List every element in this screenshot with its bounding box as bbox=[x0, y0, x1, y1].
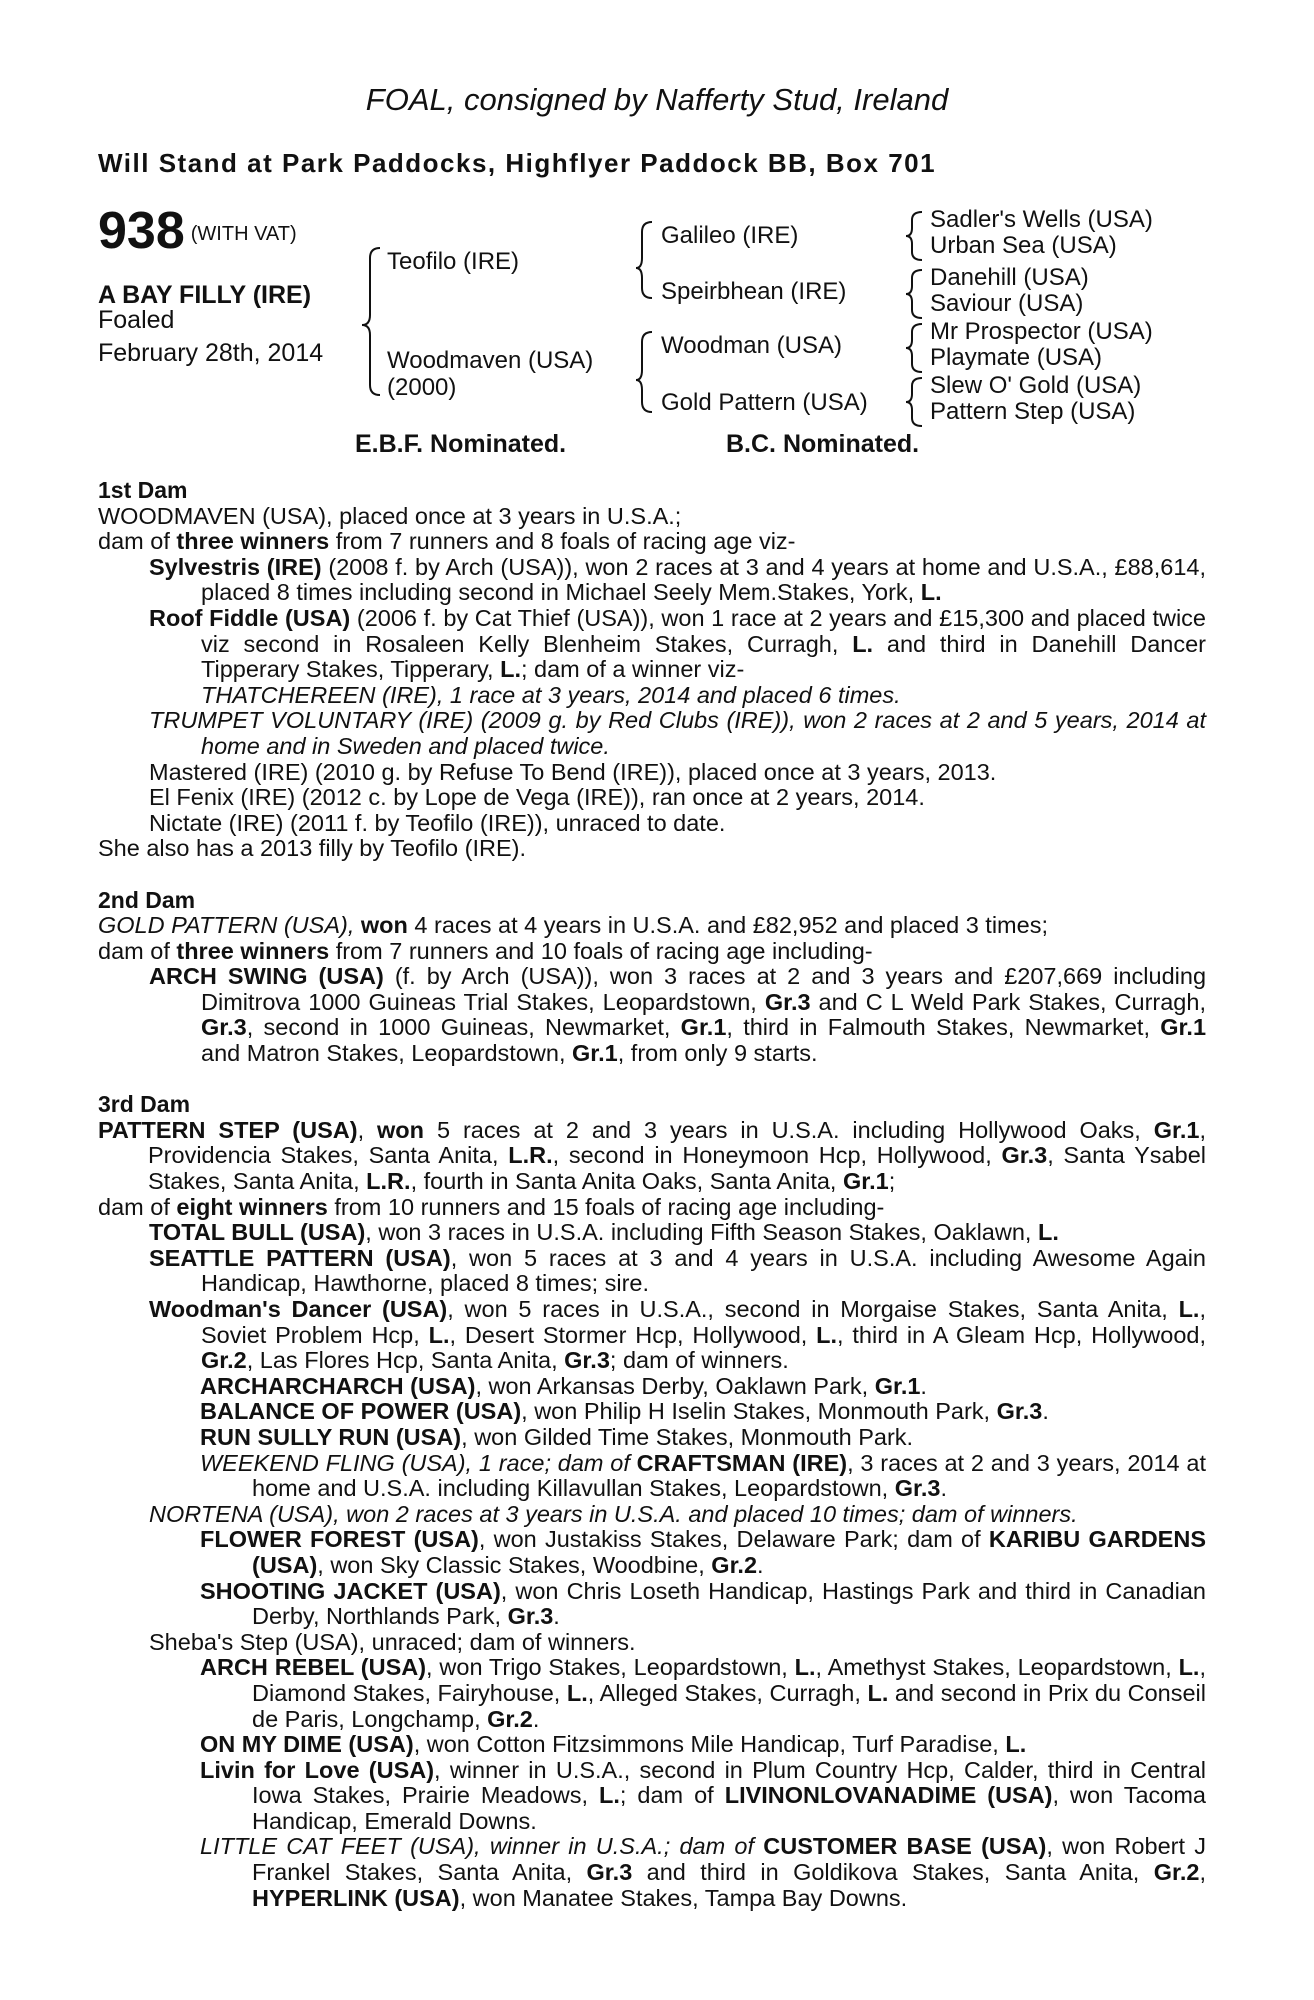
g3-4: Saviour (USA) bbox=[930, 290, 1084, 317]
second-dam-produce: dam of three winners from 7 runners and 10 foals of racing age including- bbox=[98, 937, 873, 964]
also-has: She also has a 2013 filly by Teofilo (IRE). bbox=[98, 835, 527, 862]
lot-number: 938 bbox=[98, 202, 185, 260]
nictate: Nictate (IRE) (2011 f. by Teofilo (IRE)), unraced to date. bbox=[149, 809, 726, 836]
g3-2: Urban Sea (USA) bbox=[930, 232, 1117, 259]
dam: Woodmaven (USA) bbox=[387, 347, 594, 374]
first-dam-line: WOODMAVEN (USA), placed once at 3 years in U.S.A.; bbox=[98, 502, 682, 529]
g3-1: Sadler's Wells (USA) bbox=[930, 206, 1153, 233]
sire-dam: Speirbhean (IRE) bbox=[661, 278, 847, 305]
brace-3 bbox=[636, 332, 652, 412]
g3-5: Mr Prospector (USA) bbox=[930, 318, 1153, 345]
brace-2 bbox=[636, 222, 652, 298]
shooting-jacket: SHOOTING JACKET (USA), won Chris Loseth Handicap, Hastings Park and third in Canadian Derby, Northlands Park, Gr.3. bbox=[200, 1577, 1206, 1630]
brace-5 bbox=[906, 270, 922, 318]
archarcharch: ARCHARCHARCH (USA), won Arkansas Derby, Oaklawn Park, Gr.1. bbox=[200, 1372, 927, 1399]
dam-dam: Gold Pattern (USA) bbox=[661, 389, 868, 416]
g3-8: Pattern Step (USA) bbox=[930, 398, 1136, 425]
balance-of-power: BALANCE OF POWER (USA), won Philip H Iselin Stakes, Monmouth Park, Gr.3. bbox=[200, 1398, 1049, 1425]
shebas-step: Sheba's Step (USA), unraced; dam of winners. bbox=[149, 1628, 636, 1655]
run-sully-run: RUN SULLY RUN (USA), won Gilded Time Stakes, Monmouth Park. bbox=[200, 1423, 914, 1450]
consignment-subtitle: FOAL, consigned by Nafferty Stud, Ireland bbox=[365, 82, 949, 117]
el-fenix: El Fenix (IRE) (2012 c. by Lope de Vega (IRE)), ran once at 2 years, 2014. bbox=[149, 784, 925, 811]
on-my-dime: ON MY DIME (USA), won Cotton Fitzsimmons Mile Handicap, Turf Paradise, L. bbox=[200, 1731, 1027, 1758]
sylvestris: Sylvestris (IRE) (2008 f. by Arch (USA)), won 2 races at 3 and 4 years at home and U.S.A., £88,614, placed 8 times including second in Michael Seely Mem.Stakes, York, L. bbox=[149, 553, 1207, 606]
bc-nominated: B.C. Nominated. bbox=[726, 430, 920, 458]
brace-1 bbox=[362, 248, 380, 395]
vat-note: (WITH VAT) bbox=[190, 223, 297, 246]
dam-year: (2000) bbox=[387, 374, 457, 401]
seattle-pattern: SEATTLE PATTERN (USA), won 5 races at 3 and 4 years in U.S.A. including Awesome Again Handicap, Hawthorne, placed 8 times; sire. bbox=[149, 1244, 1207, 1297]
g3-7: Slew O' Gold (USA) bbox=[930, 372, 1142, 399]
g3-3: Danehill (USA) bbox=[930, 264, 1089, 291]
weekend-fling: WEEKEND FLING (USA), 1 race; dam of CRAFTSMAN (IRE), 3 races at 2 and 3 years, 2014 at home and U.S.A. including Killavullan Stakes, Leopardstown, Gr.3. bbox=[200, 1449, 1207, 1502]
pattern-step: PATTERN STEP (USA), won 5 races at 2 and 3 years in U.S.A. including Hollywood Oaks, Gr.1, Providencia Stakes, Santa Anita, L.R., second in Honeymoon Hcp, Hollywood, Gr.3, Santa Ysabel Stakes, Santa Anita, L.R., fourth in Santa Anita Oaks, Santa Anita, Gr.1; bbox=[98, 1116, 1207, 1195]
brace-4 bbox=[906, 212, 922, 260]
woodmans-dancer: Woodman's Dancer (USA), won 5 races in U.S.A., second in Morgaise Stakes, Santa Anita, L., Soviet Problem Hcp, L., Desert Stormer Hcp, Hollywood, L., third in A Gleam Hcp, Hollywood, Gr.2, Las Flores Hcp, Santa Anita, Gr.3; dam of winners. bbox=[149, 1296, 1207, 1374]
foaled-label: Foaled bbox=[98, 306, 175, 334]
third-dam-produce: dam of eight winners from 10 runners and 15 foals of racing age including- bbox=[98, 1193, 885, 1220]
arch-rebel: ARCH REBEL (USA), won Trigo Stakes, Leopardstown, L., Amethyst Stakes, Leopardstown, L., Diamond Stakes, Fairyhouse, L., Alleged Stakes, Curragh, L. and second in Prix du Conseil de Paris, Longchamp, Gr.2. bbox=[200, 1654, 1206, 1732]
sire-sire: Galileo (IRE) bbox=[661, 222, 799, 249]
third-dam-heading: 3rd Dam bbox=[98, 1091, 191, 1118]
g3-6: Playmate (USA) bbox=[930, 344, 1103, 371]
dam-sire: Woodman (USA) bbox=[661, 332, 842, 359]
nortena: NORTENA (USA), won 2 races at 3 years in U.S.A. and placed 10 times; dam of winners. bbox=[149, 1500, 1078, 1527]
ebf-nominated: E.B.F. Nominated. bbox=[355, 430, 567, 458]
little-cat-feet: LITTLE CAT FEET (USA), winner in U.S.A.; dam of CUSTOMER BASE (USA), won Robert J Frankel Stakes, Santa Anita, Gr.3 and third in Goldikova Stakes, Santa Anita, Gr.2, HYPERLINK (USA), won Manatee Stakes, Tampa Bay Downs. bbox=[200, 1833, 1206, 1911]
total-bull: TOTAL BULL (USA), won 3 races in U.S.A. including Fifth Season Stakes, Oaklawn, L. bbox=[149, 1219, 1059, 1246]
brace-6 bbox=[906, 324, 922, 372]
sire: Teofilo (IRE) bbox=[387, 248, 520, 275]
second-dam-heading: 2nd Dam bbox=[98, 886, 196, 913]
first-dam-produce: dam of three winners from 7 runners and 8 foals of racing age viz- bbox=[98, 528, 796, 555]
mastered: Mastered (IRE) (2010 g. by Refuse To Bend (IRE)), placed once at 3 years, 2013. bbox=[149, 758, 997, 785]
second-dam-line: GOLD PATTERN (USA), won 4 races at 4 years in U.S.A. and £82,952 and placed 3 times; bbox=[98, 912, 1048, 939]
horse-name: A BAY FILLY (IRE) bbox=[98, 281, 312, 309]
thatchereen: THATCHEREEN (IRE), 1 race at 3 years, 2014 and placed 6 times. bbox=[201, 681, 901, 708]
foaled-date: February 28th, 2014 bbox=[98, 339, 324, 367]
catalogue-body bbox=[98, 478, 1206, 1911]
trumpet-voluntary: TRUMPET VOLUNTARY (IRE) (2009 g. by Red Clubs (IRE)), won 2 races at 2 and 5 years, 2014 at home and in Sweden and placed twice. bbox=[149, 707, 1206, 759]
flower-forest: FLOWER FOREST (USA), won Justakiss Stakes, Delaware Park; dam of KARIBU GARDENS (USA), won Sky Classic Stakes, Woodbine, Gr.2. bbox=[200, 1526, 1206, 1578]
stand-location: Will Stand at Park Paddocks, Highflyer Paddock BB, Box 701 bbox=[98, 148, 937, 178]
brace-7 bbox=[906, 378, 922, 426]
arch-swing: ARCH SWING (USA) (f. by Arch (USA)), won 3 races at 2 and 3 years and £207,669 including Dimitrova 1000 Guineas Trial Stakes, Leopardstown, Gr.3 and C L Weld Park Stakes, Curragh, Gr.3, second in 1000 Guineas, Newmarket, Gr.1, third in Falmouth Stakes, Newmarket, Gr.1 and Matron Stakes, Leopardstown, Gr.1, from only 9 starts. bbox=[149, 963, 1207, 1067]
livin-for-love: Livin for Love (USA), winner in U.S.A., second in Plum Country Hcp, Calder, third in Central Iowa Stakes, Prairie Meadows, L.; dam of LIVINONLOVANADIME (USA), won Tacoma Handicap, Emerald Downs. bbox=[200, 1756, 1206, 1834]
roof-fiddle: Roof Fiddle (USA) (2006 f. by Cat Thief (USA)), won 1 race at 2 years and £15,300 and placed twice viz second in Rosaleen Kelly Blenheim Stakes, Curragh, L. and third in Danehill Dancer Tipperary Stakes, Tipperary, L.; dam of a winner viz- bbox=[149, 604, 1206, 683]
first-dam-heading: 1st Dam bbox=[98, 477, 188, 503]
